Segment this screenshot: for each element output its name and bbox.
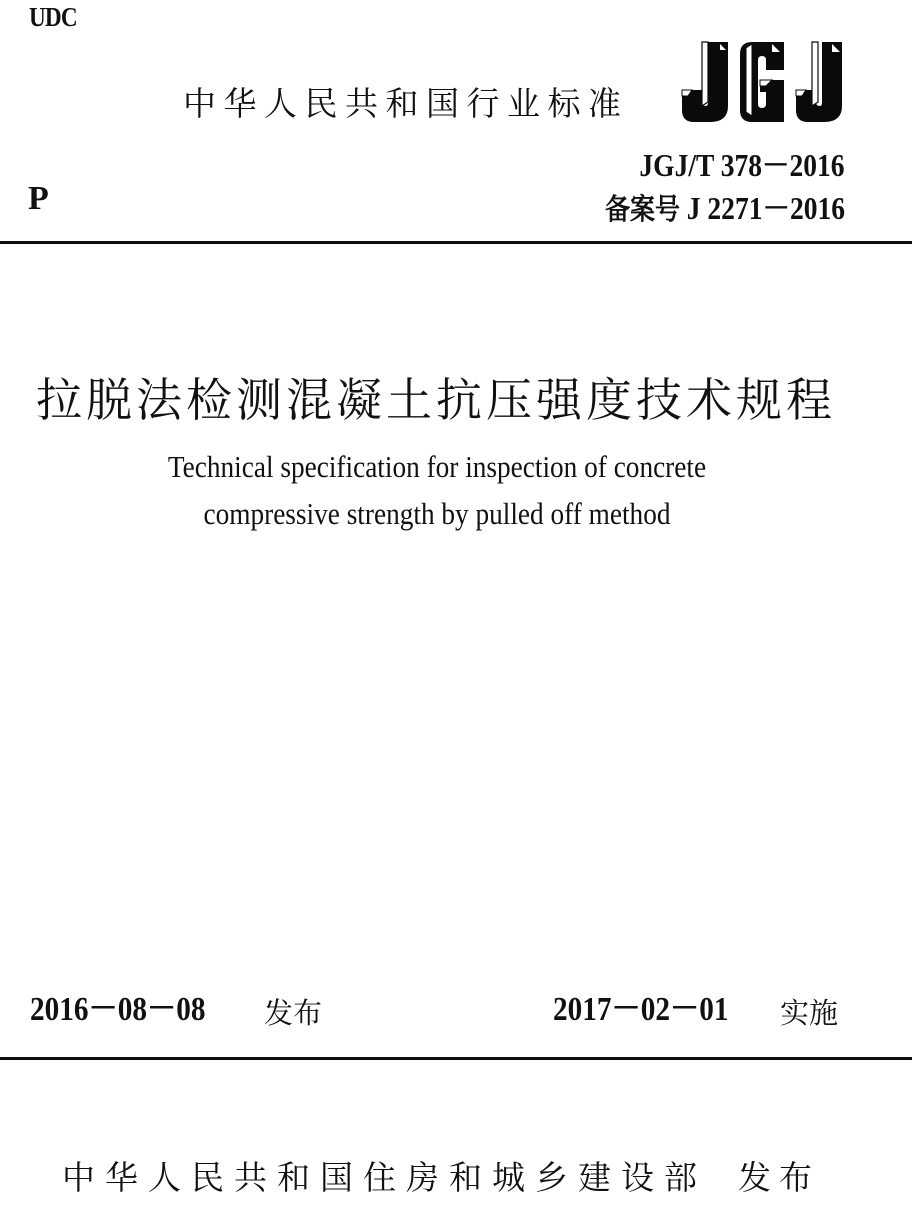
bottom-divider <box>0 1057 912 1060</box>
document-title-english-line-1: Technical specification for inspection of concrete <box>167 449 707 484</box>
effective-label: 实施 <box>780 996 839 1030</box>
udc-label: UDC <box>29 2 77 32</box>
standard-number: JGJ/T 378－2016 <box>639 147 845 183</box>
top-divider <box>0 241 912 244</box>
category-code: P <box>28 180 49 217</box>
jgj-logo-icon <box>680 40 846 124</box>
issue-label: 发布 <box>264 996 323 1030</box>
record-number <box>605 188 845 229</box>
effective-date: 2017－02－01 <box>553 991 729 1028</box>
standard-type-heading: 中华人民共和国行业标准 <box>183 84 629 123</box>
document-title-chinese: 拉脱法检测混凝土抗压强度技术规程 <box>36 373 836 427</box>
issue-date: 2016－08－08 <box>30 991 206 1028</box>
record-value: J 2271－2016 <box>679 190 845 226</box>
document-title-english-line-2: compressive strength by pulled off method <box>203 496 671 531</box>
issuing-action: 发布 <box>738 1158 820 1197</box>
issuing-authority: 中华人民共和国住房和城乡建设部 <box>62 1158 707 1197</box>
record-prefix: 备案号 <box>605 192 680 226</box>
